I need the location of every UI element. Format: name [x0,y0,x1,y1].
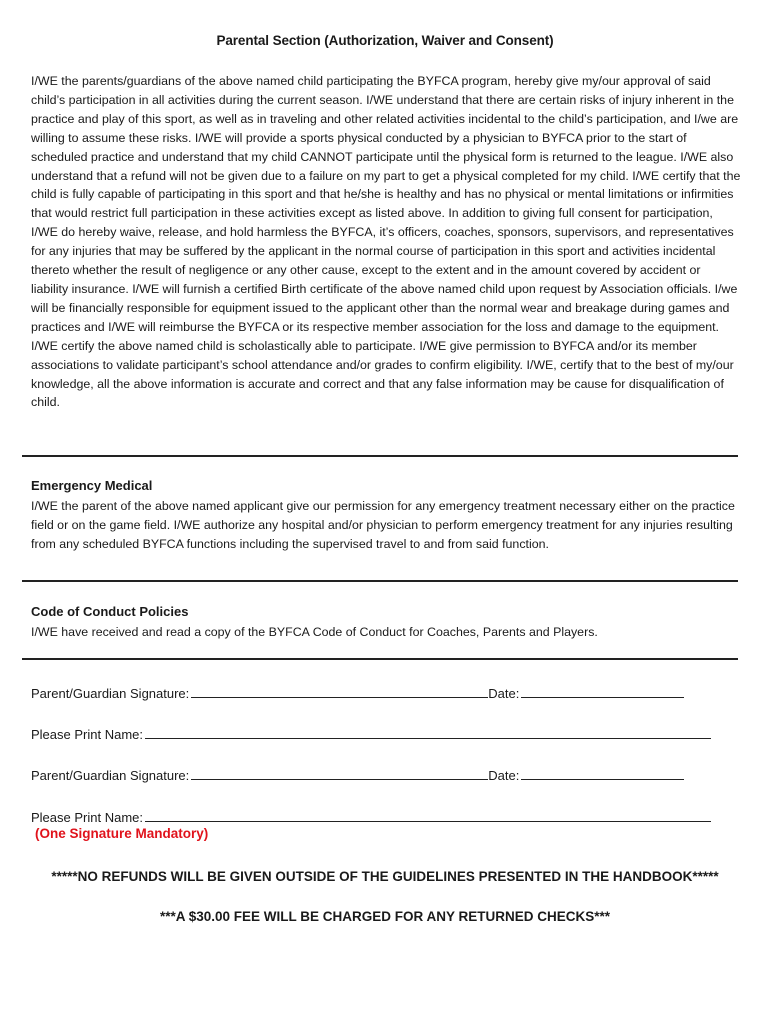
guardian-signature-field[interactable] [191,684,488,698]
print-name-row-1 [31,725,711,742]
guardian-signature-label: Parent/Guardian Signature: [31,686,190,701]
emergency-heading: Emergency Medical [31,478,153,493]
guardian-signature-row-2 [31,766,711,783]
refund-notice: *****NO REFUNDS WILL BE GIVEN OUTSIDE OF THE GUIDELINES PRESENTED IN THE HANDBOOK***** [51,869,719,884]
guardian-signature-row-1 [31,684,711,701]
divider [22,658,738,660]
guardian-signature-field[interactable] [191,766,488,780]
print-name-field[interactable] [145,725,711,739]
print-name-row-2 [31,808,711,825]
date-field[interactable] [521,766,684,780]
divider [22,455,738,457]
mandatory-note: (One Signature Mandatory) [35,826,209,841]
divider [22,580,738,582]
date-label: Date: [488,768,520,783]
waiver-paragraph: I/WE the parents/guardians of the above named child participating the BYFCA program, hereby give my/our approval of said child’s participation in all activities during the current season. I/WE understand that there are certain risks of injury inherent in the practice and play of this sport, as well as in traveling and other related activities incidental to the child’s participation, and I/we are willing to assume these risks. I/WE will provide a sports physical conducted by a physician to BYFCA prior to the start of scheduled practice and understand that my child CANNOT participate until the physical form is returned to the league. I/WE also understand that a refund will not be given due to a failure on my part to get a physical completed for my child. I/WE certify that the child is fully capable of participating in this sport and that he/she is healthy and has no physical or mental limitations or infirmities that would restrict full participation in these activities except as listed above. In addition to giving full consent for participation, I/WE do hereby waive, release, and hold harmless the BYFCA, it’s officers, coaches, sponsors, supervisors, and representatives for any injuries that may be suffered by the applicant in the normal course of participation in this sport and activities incidental thereto whether the result of negligence or any other cause, except to the extent and in the amount covered by accident or liability insurance. I/WE will furnish a certified Birth certificate of the above named child upon request by Association officials. I/we will be financially responsible for equipment issued to the applicant other than the normal wear and breakage during games and practices and I/WE will reimburse the BYFCA or its respective member association for the loss and damage to the equipment. I/WE certify the above named child is scholastically able to participate. I/WE give permission to BYFCA and/or its member associations to validate participant’s school attendance and/or grades to confirm eligibility. I/WE, certify that to the best of my/our knowledge, all the above information is accurate and correct and that any false information may be cause for disqualification of child. [31,74,741,410]
conduct-heading: Code of Conduct Policies [31,604,189,619]
print-name-label: Please Print Name: [31,810,143,825]
fee-notice: ***A $30.00 FEE WILL BE CHARGED FOR ANY RETURNED CHECKS*** [159,909,611,924]
date-field[interactable] [521,684,684,698]
guardian-signature-label: Parent/Guardian Signature: [31,768,190,783]
date-label: Date: [488,686,520,701]
print-name-field[interactable] [145,808,711,822]
conduct-paragraph: I/WE have received and read a copy of the BYFCA Code of Conduct for Coaches, Parents and Players. [31,625,598,639]
emergency-paragraph: I/WE the parent of the above named applicant give our permission for any emergency treatment necessary either on the practice field or on the game field. I/WE authorize any hospital and/or physician to perform emergency treatment for any injuries resulting from any scheduled BYFCA functions including the supervised travel to and from said function. [31,499,735,551]
print-name-label: Please Print Name: [31,727,143,742]
page-title: Parental Section (Authorization, Waiver and Consent) [216,33,554,48]
